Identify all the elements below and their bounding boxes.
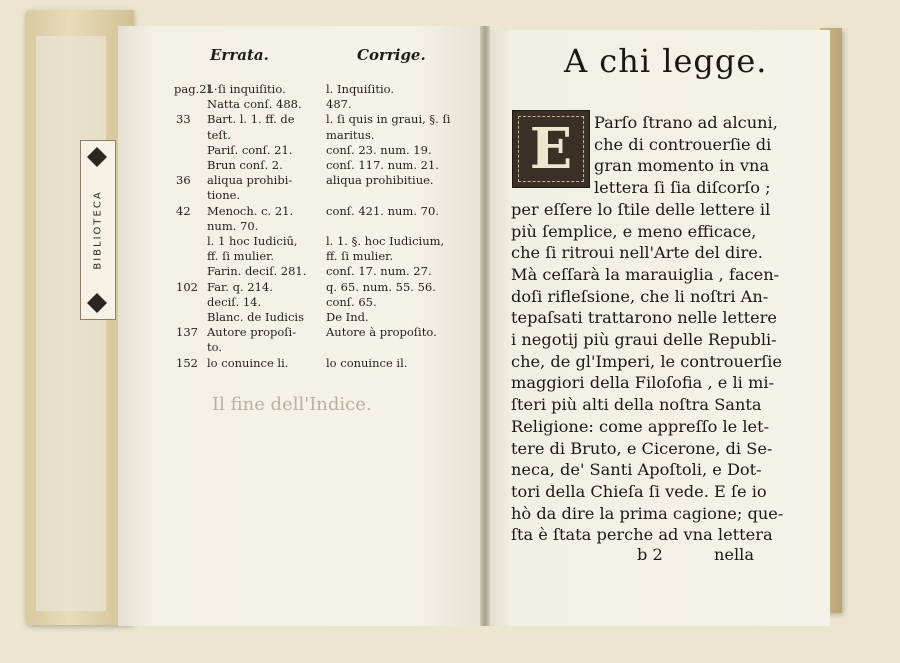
page-title: A chi legge. [564, 42, 768, 80]
body-line: Mà ceſſarà la marauiglia , facen- [511, 264, 780, 284]
body-line: che di controuerſie di [594, 134, 772, 154]
corrige-text: conſ. 23. num. 19. [326, 142, 432, 157]
body-line: Religione: come appreſſo le let- [511, 416, 770, 436]
errata-text: tione. [207, 188, 241, 203]
body-line: per eſſere lo ſtile delle lettere il [511, 199, 771, 219]
errata-text: Far. q. 214. [207, 279, 273, 294]
book-gutter [480, 26, 490, 626]
body-line: tori della Chieſa ſi vede. E ſe io [511, 481, 767, 501]
body-line: gran momento in vna [594, 156, 770, 176]
body-line: doſi rifleſsione, che li noſtri An- [511, 286, 769, 306]
errata-text: Pariſ. conſ. 21. [207, 142, 293, 157]
errata-page-ref: pag.21· [174, 82, 218, 96]
label-ornament-bottom-icon [87, 293, 107, 313]
errata-text: Farin. deciſ. 281. [207, 264, 307, 279]
errata-page-ref: 102 [176, 279, 198, 294]
corrige-text: conſ. 65. [326, 294, 377, 309]
errata-text: Blanc. de Iudicis [207, 310, 304, 324]
body-line: più ſemplice, e meno efficace, [511, 221, 757, 241]
body-line: hò da dire la prima cagione; que- [511, 503, 784, 523]
errata-text: l. ſi inquiſitio. [207, 82, 286, 96]
errata-text: Bart. l. 1. ff. de [207, 112, 295, 127]
errata-text: l. 1 hoc Iudiciū, [207, 234, 298, 248]
errata-page-ref: 33 [176, 112, 191, 127]
errata-page-ref: 42 [176, 203, 191, 218]
ornamental-initial [512, 110, 590, 188]
errata-text: deciſ. 14. [207, 294, 262, 309]
corrige-text: l. ſi quis in graui, §. ſi [326, 112, 451, 127]
corrige-text: De Ind. [326, 310, 369, 324]
corrige-header: Corrige. [357, 46, 426, 64]
library-label-text: BIBLIOTECA [92, 190, 104, 270]
errata-page-ref: 137 [176, 325, 198, 340]
errata-text: aliqua prohibi- [207, 173, 293, 188]
spine-page-edge [36, 36, 106, 611]
body-line: ſta è ſtata perche ad vna lettera [511, 525, 773, 545]
corrige-text: conſ. 17. num. 27. [326, 264, 432, 279]
body-line: tepaſsati trattarono nelle lettere [511, 308, 777, 328]
errata-text: Autore propoſi- [207, 325, 297, 340]
corrige-text: l. Inquiſitio. [326, 82, 394, 96]
label-ornament-top-icon [87, 147, 107, 167]
body-line: neca, de' Santi Apoſtoli, e Dot- [511, 460, 762, 480]
corrige-text: q. 65. num. 55. 56. [326, 279, 436, 294]
catchword: nella [714, 545, 755, 564]
corrige-text: maritus. [326, 127, 375, 142]
errata-text: teſt. [207, 127, 231, 142]
library-label [80, 140, 116, 320]
errata-text: to. [207, 340, 222, 355]
corrige-text: conſ. 421. num. 70. [326, 203, 439, 218]
corrige-text: ff. ſi mulier. [326, 249, 394, 264]
bleed-through-text: Il fine dell'Indice. [212, 394, 372, 415]
errata-text: Menoch. c. 21. [207, 203, 294, 218]
body-line: che ſi ritroui nell'Arte del dire. [511, 243, 763, 263]
errata-page-ref: 152 [176, 355, 198, 370]
body-line: i negotij più graui delle Republi- [511, 330, 777, 349]
errata-page-ref: 36 [176, 173, 191, 188]
corrige-text: lo conuince il. [326, 355, 408, 370]
signature-mark: b 2 [637, 545, 663, 564]
corrige-text: aliqua prohibitiue. [326, 173, 434, 188]
errata-text: Natta conſ. 488. [207, 97, 302, 112]
corrige-text: conſ. 117. num. 21. [326, 158, 439, 172]
body-line: lettera ſi ſia diſcorſo ; [594, 178, 771, 198]
errata-text: num. 70. [207, 218, 259, 233]
corrige-text: l. 1. §. hoc Iudicium, [326, 234, 445, 248]
errata-text: ff. ſi mulier. [207, 249, 275, 264]
initial-letter: E [529, 116, 573, 182]
corrige-text: Autore à propoſito. [326, 325, 437, 340]
body-line: che, de gl'Imperi, le controuerſie [511, 351, 782, 371]
body-line: maggiori della Filoſofia , e li mi- [511, 373, 774, 393]
errata-header: Errata. [210, 46, 269, 64]
body-line: tere di Bruto, e Cicerone, di Se- [511, 438, 773, 458]
body-line: ſteri più alti della noſtra Santa [511, 395, 762, 415]
corrige-text: 487. [326, 97, 352, 112]
errata-text: Brun conſ. 2. [207, 158, 283, 172]
errata-text: lo conuince li. [207, 355, 289, 370]
body-line: Parſo ſtrano ad alcuni, [594, 113, 778, 132]
